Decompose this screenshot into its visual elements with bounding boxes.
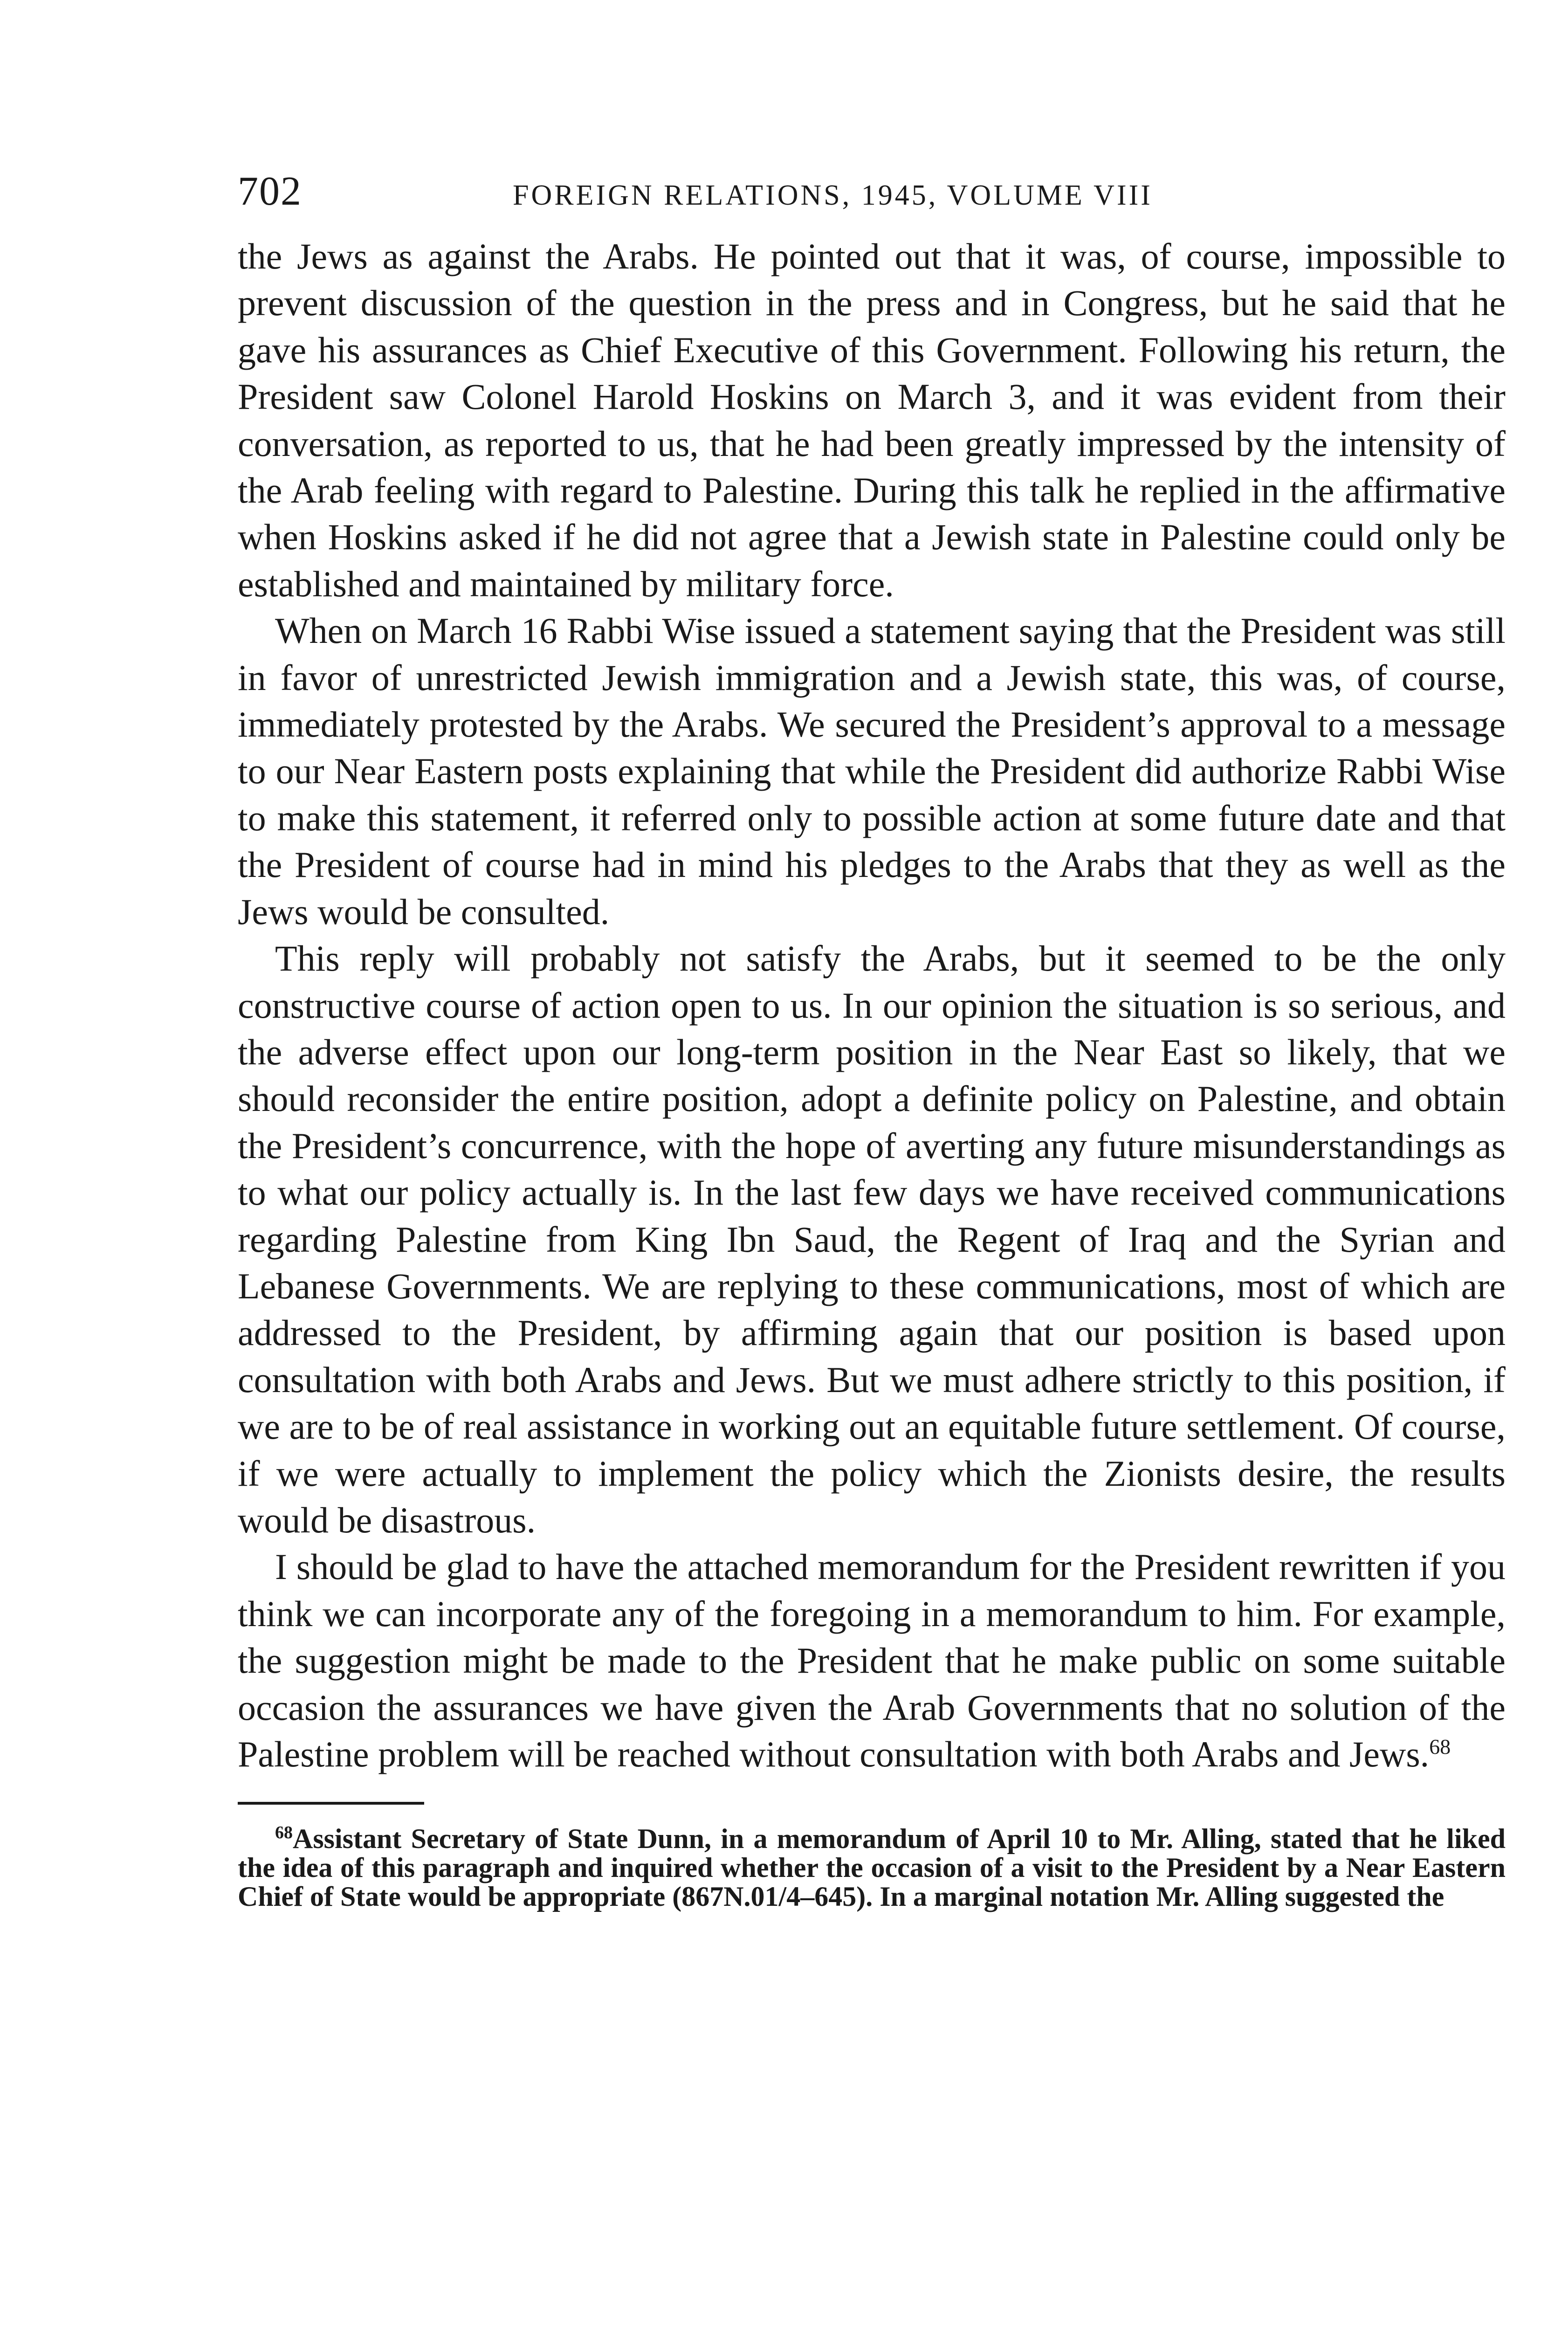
paragraph-4-text: I should be glad to have the attached memorandum for the President rewritten if you think we can incorporate any of the foregoing in a memorandum to him. For example, the suggestion might be made to the President that he make public on some suitable occasion the assurances we have given the Arab Governments that no solution of the Palestine problem will be reached without consultation with both Arabs and Jews. [238,1546,1506,1774]
document-page [238,168,1506,1911]
footnote-text: Assistant Secretary of State Dunn, in a memorandum of April 10 to Mr. Alling, stated that he liked the idea of this paragraph and inquired whether the occasion of a visit to the President by a Near Eastern Chief of State would be appropriate (867N.01/4–645). In a marginal notation Mr. Alling suggested the [238,1823,1506,1912]
footnote-reference[interactable]: 68 [1429,1735,1451,1759]
footnote [238,1824,1506,1911]
paragraph-1: the Jews as against the Arabs. He pointed out that it was, of course, impossible to prevent discussion of the question in the press and in Congress, but he said that he gave his assurances as Chief Executive of this Government. Following his return, the President saw Colonel Harold Hoskins on March 3, and it was evident from their conversation, as reported to us, that he had been greatly impressed by the intensity of the Arab feeling with regard to Palestine. During this talk he replied in the affirmative when Hoskins asked if he did not agree that a Jewish state in Palestine could only be established and maintained by military force. [238,236,1506,604]
paragraph-4 [238,1544,1506,1778]
running-head-title: FOREIGN RELATIONS, 1945, VOLUME VIII [513,179,1153,211]
footnote-divider [238,1802,424,1805]
body-text [238,233,1506,1778]
paragraph-2: When on March 16 Rabbi Wise issued a statement saying that the President was still in favor of unrestricted Jewish immigration and a Jewish state, this was, of course, immediately protested by the Arabs. We secured the President’s approval to a message to our Near Eastern posts explaining that while the President did authorize Rabbi Wise to make this statement, it referred only to possible action at some future date and that the President of course had in mind his pledges to the Arabs that they as well as the Jews would be consulted. [238,610,1506,932]
footnote-marker: 68 [275,1823,293,1843]
page-number: 702 [238,169,302,214]
running-head [238,168,1506,219]
paragraph-3: This reply will probably not satisfy the Arabs, but it seemed to be the only constructive course of action open to us. In our opinion the situation is so serious, and the adverse effect upon our long-term position in the Near East so likely, that we should reconsider the entire position, adopt a definite policy on Palestine, and obtain the President’s concurrence, with the hope of averting any future misunderstandings as to what our policy actually is. In the last few days we have received communications regarding Palestine from King Ibn Saud, the Regent of Iraq and the Syrian and Lebanese Governments. We are replying to these communications, most of which are addressed to the President, by affirming again that our position is based upon consultation with both Arabs and Jews. But we must adhere strictly to this position, if we are to be of real assistance in working out an equitable future settlement. Of course, if we were actually to implement the policy which the Zionists desire, the results would be disastrous. [238,938,1506,1540]
